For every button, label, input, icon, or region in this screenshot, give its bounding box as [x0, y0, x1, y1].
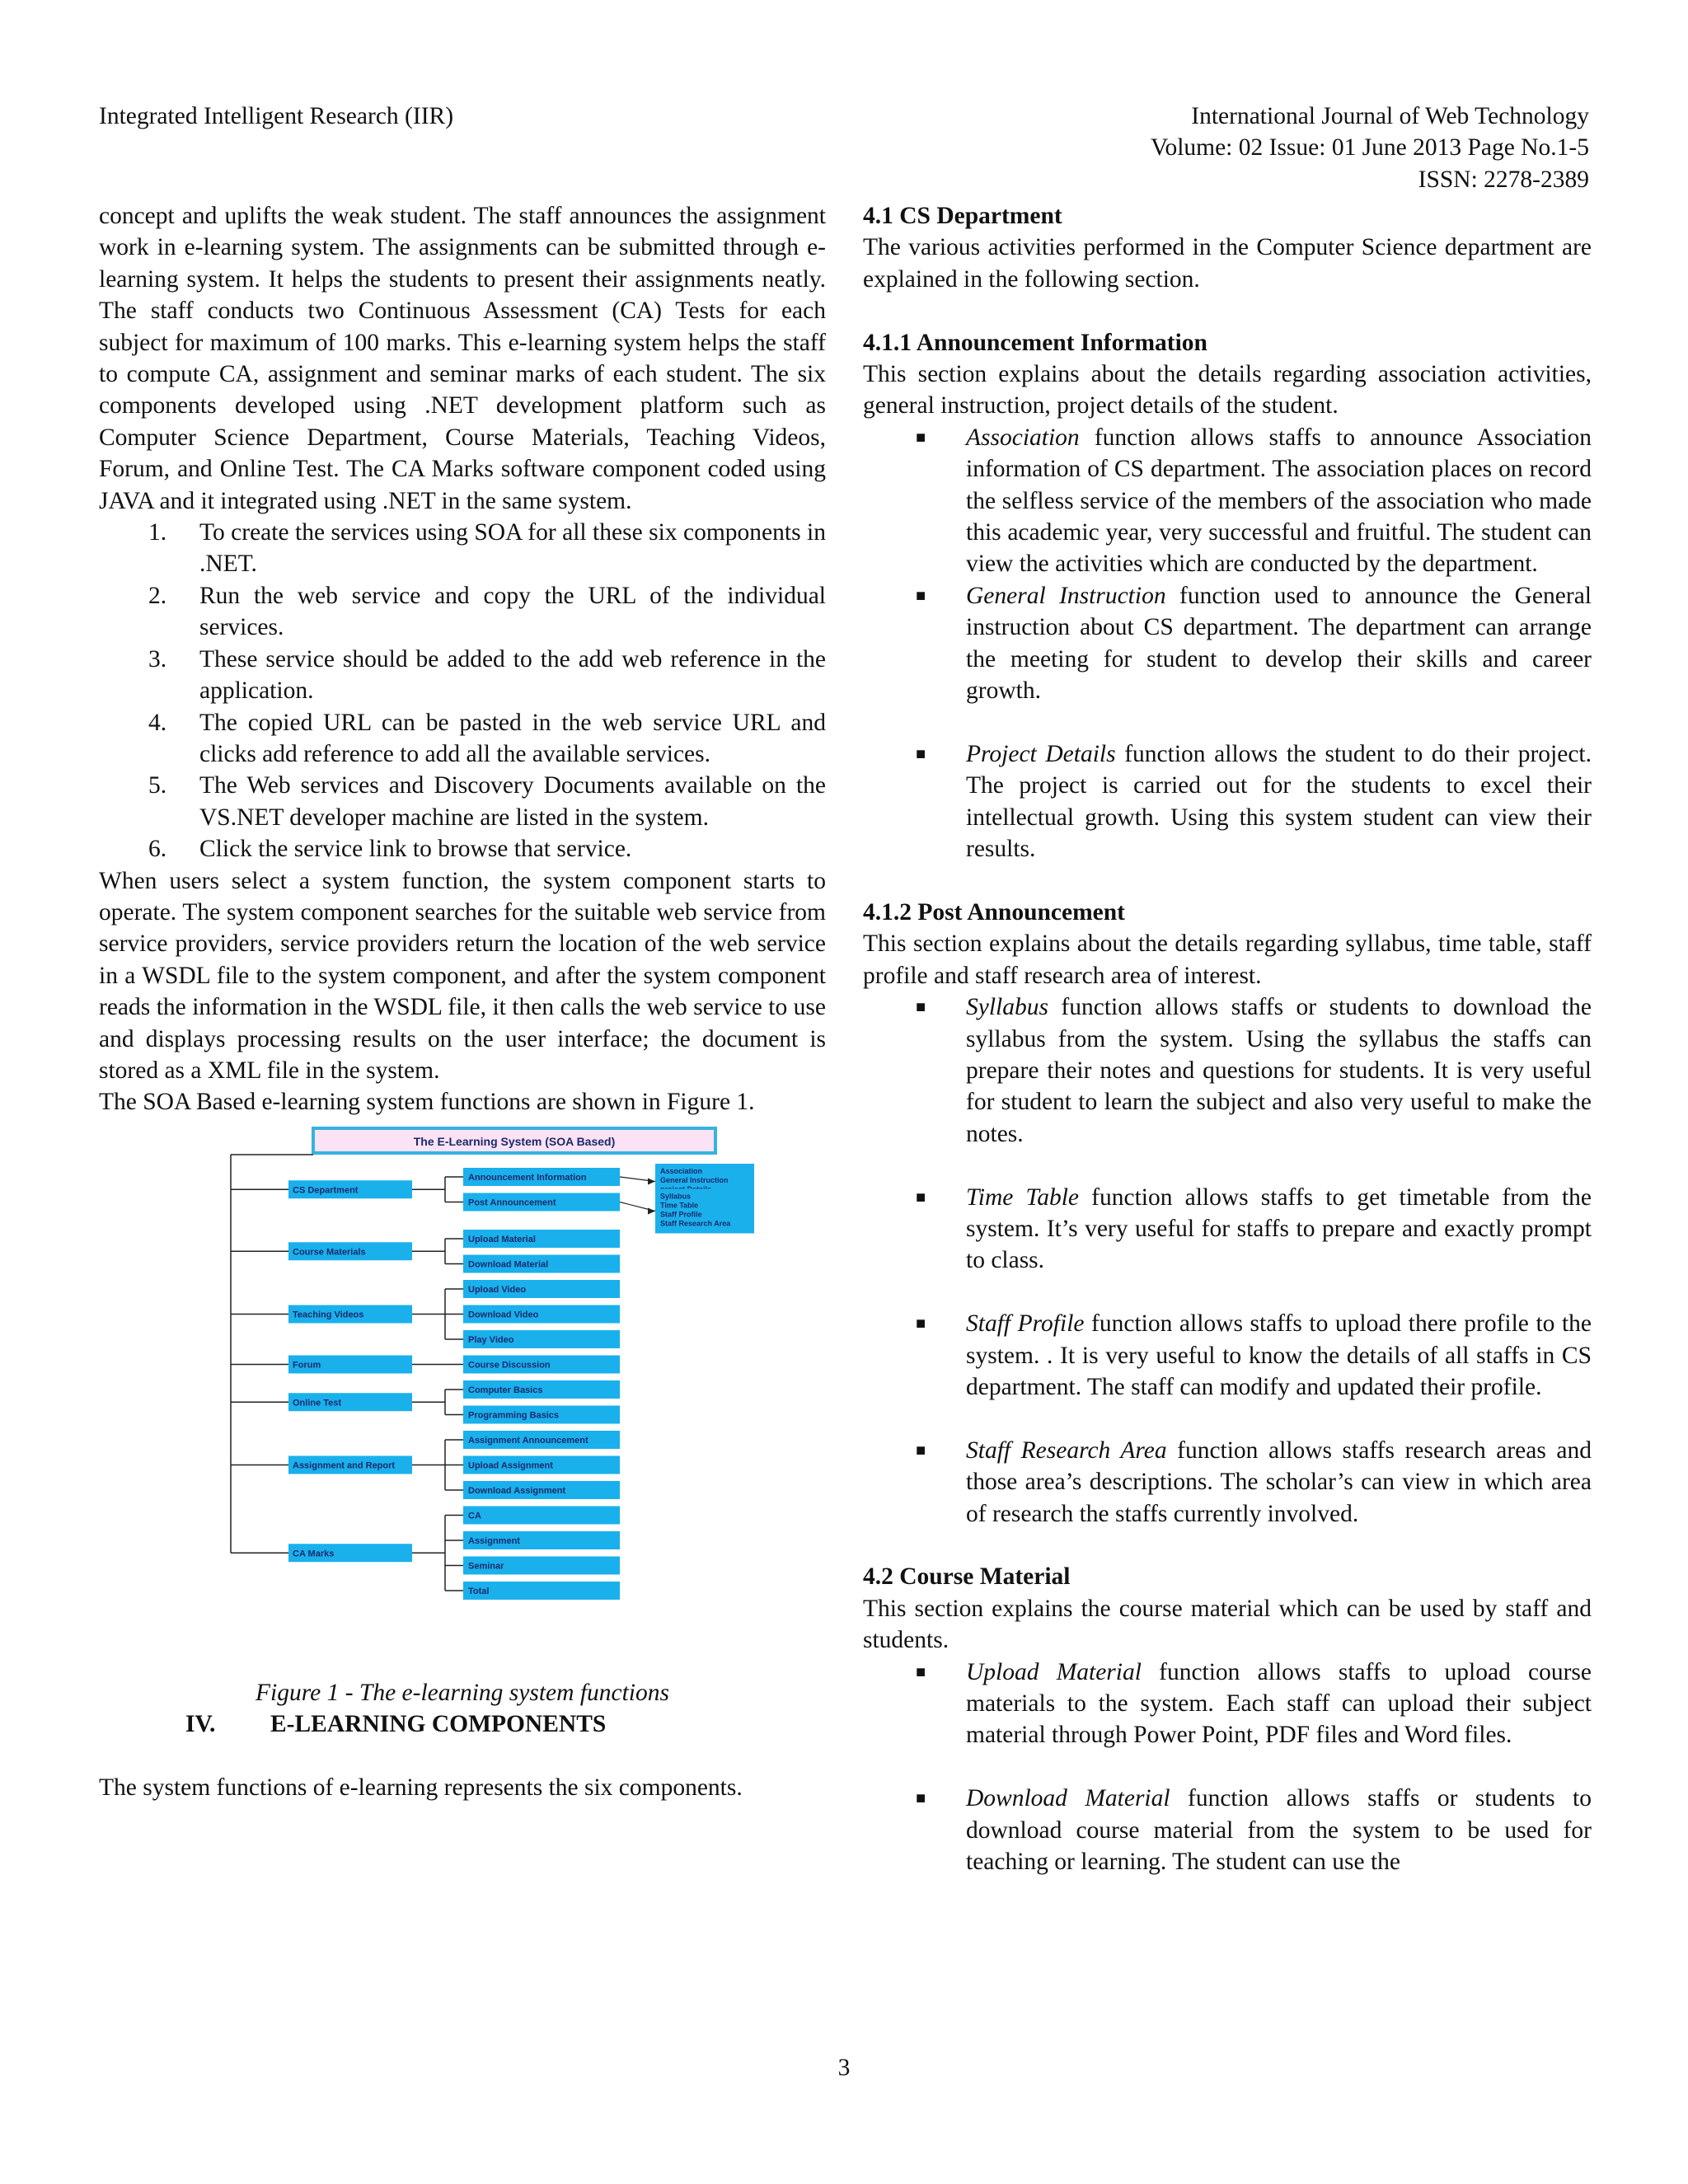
parent-node-label: Forum: [293, 1360, 321, 1371]
child-node-label: Computer Basics: [468, 1385, 543, 1395]
square-bullet-icon: ■: [916, 998, 926, 1017]
square-bullet-icon: ■: [916, 1789, 926, 1808]
arrow-head-icon: [648, 1207, 655, 1214]
list-item: ■ Syllabus function allows staffs or students to download the syllabus from the system. Using the syllabus the staffs can prepare their notes and questions for students. It is very useful for student to learn the subject and also very useful to make the notes.: [863, 991, 1592, 1150]
child-node-label: Upload Assignment: [468, 1460, 553, 1471]
square-bullet-icon: ■: [916, 428, 926, 447]
figure-reference-paragraph: The SOA Based e-learning system functions are shown in Figure 1.: [99, 1089, 755, 1116]
heading-4-1-1: 4.1.1 Announcement Information: [863, 329, 1207, 356]
parent-node-label: CA Marks: [293, 1549, 335, 1559]
right-column: [863, 200, 1592, 1877]
annotation-label: General Instruction: [660, 1175, 729, 1184]
list-item: 4. The copied URL can be pasted in the web service URL and clicks add reference to add all the available services.: [148, 709, 826, 767]
parent-node-label: Course Materials: [293, 1247, 366, 1258]
paragraph-4-1-1: This section explains about the details regarding association activities, general instruction, project details of the student.: [863, 361, 1592, 419]
parent-node-label: Online Test: [293, 1398, 342, 1408]
square-bullet-icon: ■: [916, 1662, 926, 1681]
child-node-label: Upload Material: [468, 1234, 536, 1244]
annotation-label: Syllabus: [660, 1192, 692, 1201]
volume-issue: Volume: 02 Issue: 01 June 2013 Page No.1-5: [1150, 134, 1589, 162]
section-heading: [99, 1708, 826, 1740]
child-node-label: Download Assignment: [468, 1485, 566, 1496]
paragraph-4-2: This section explains the course material which can be used by staff and students.: [863, 1595, 1592, 1654]
annotation-label: Staff Research Area: [660, 1219, 731, 1228]
square-bullet-icon: ■: [916, 586, 926, 605]
parent-node-label: Assignment and Report: [293, 1460, 396, 1471]
list-item: ■ Staff Profile function allows staffs to upload there profile to the system. . It is very useful to know the details of all staffs in CS department. The staff can modify and updated their profile.: [863, 1308, 1592, 1403]
child-node-label: Seminar: [468, 1561, 504, 1572]
components-paragraph: The system functions of e-learning represents the six components.: [99, 1774, 743, 1801]
child-node-label: Post Announcement: [468, 1197, 556, 1208]
child-node-label: Download Material: [468, 1259, 549, 1270]
square-bullet-icon: ■: [916, 1188, 926, 1207]
list-item: 5. The Web services and Discovery Documents available on the VS.NET developer machine are listed in the system.: [148, 772, 826, 831]
child-node-label: Course Discussion: [468, 1360, 551, 1371]
square-bullet-icon: ■: [916, 1315, 926, 1333]
section-title: E-LEARNING COMPONENTS: [270, 1711, 607, 1738]
child-node-box: [463, 1506, 620, 1524]
post-announcement-bullets: [863, 991, 1592, 1530]
child-node-label: Total: [468, 1586, 490, 1596]
figure-caption: Figure 1 - The e-learning system functions: [256, 1679, 669, 1706]
annotation-label: Association: [660, 1166, 703, 1175]
list-item: 2. Run the web service and copy the URL of the individual services.: [148, 582, 826, 641]
child-node-label: Assignment Announcement: [468, 1435, 588, 1446]
list-item: ■ Upload Material function allows staffs to upload course materials to the system. Each staff can upload their subject material through Power Point, PDF files and Word files.: [863, 1657, 1592, 1751]
list-item: ■ Project Details function allows the student to do their project. The project is carried out for the students to excel their intellectual growth. Using this system student can view their results.: [863, 738, 1592, 865]
list-item: ■ Association function allows staffs to announce Association information of CS department. The association places on record the selfless service of the members of the association who made this academic year, very successful and fruitful. The student can view the activities which are conducted by the department.: [863, 422, 1592, 580]
intro-paragraph: concept and uplifts the weak student. The staff announces the assignment work in e-learning system. The assignments can be submitted through e-learning system. It helps the students to present their assignments neatly. The staff conducts two Continuous Assessment (CA) Tests for each subject for maximum of 100 marks. This e-learning system helps the staff to compute CA, assignment and seminar marks of each student. The six components developed using .NET development platform such as Computer Science Department, Course Materials, Teaching Videos, Forum, and Online Test. The CA Marks software component coded using JAVA and it integrated using .NET in the same system.: [99, 203, 826, 514]
list-item: 1. To create the services using SOA for all these six components in .NET.: [148, 519, 826, 578]
list-item: 3. These service should be added to the add web reference in the application.: [148, 645, 826, 705]
list-item: ■ Time Table function allows staffs to get timetable from the system. It’s very useful for staffs to prepare and exactly prompt to class.: [863, 1182, 1592, 1277]
running-header-left: Integrated Intelligent Research (IIR): [99, 103, 454, 129]
arrow-head-icon: [648, 1178, 655, 1184]
page-number: 3: [837, 2055, 851, 2081]
annotation-label: Time Table: [660, 1201, 699, 1210]
figure-1-diagram: [223, 1127, 758, 1646]
left-column: [99, 200, 826, 1803]
figure-title: The E-Learning System (SOA Based): [413, 1134, 616, 1148]
list-item: ■ General Instruction function used to announce the General instruction about CS department. The department can arrange the meeting for student to develop their skills and career growth.: [863, 580, 1592, 707]
heading-4-1-2: 4.1.2 Post Announcement: [863, 898, 1125, 926]
paragraph-4-1-2: This section explains about the details regarding syllabus, time table, staff profile and staff research area of interest.: [863, 930, 1592, 989]
list-item: 6. Click the service link to browse that service.: [148, 836, 632, 863]
child-node-label: Programming Basics: [468, 1410, 560, 1421]
course-material-bullets: [863, 1657, 1592, 1878]
square-bullet-icon: ■: [916, 1441, 926, 1460]
child-node-label: CA: [468, 1511, 481, 1521]
issn: ISSN: 2278-2389: [1418, 166, 1589, 193]
announcement-bullets: [863, 422, 1592, 865]
child-node-label: Announcement Information: [468, 1172, 587, 1183]
section-number: IV.: [185, 1711, 216, 1738]
steps-list: [99, 517, 826, 865]
child-node-label: Assignment: [468, 1535, 520, 1546]
parent-node-label: Teaching Videos: [293, 1310, 364, 1320]
service-process-paragraph: When users select a system function, the system component starts to operate. The system component searches for the suitable web service from service providers, service providers return the location of the web service in a WSDL file to the system component, and after the system component reads the information in the WSDL file, it then calls the web service to use and displays processing results on the user interface; the document is stored as a XML file in the system.: [99, 867, 826, 1084]
child-node-label: Play Video: [468, 1334, 514, 1345]
annotation-label: Staff Profile: [660, 1210, 702, 1219]
heading-4-1: 4.1 CS Department: [863, 203, 1062, 229]
parent-node-label: CS Department: [293, 1185, 359, 1196]
heading-4-2: 4.2 Course Material: [863, 1563, 1071, 1591]
child-node-label: Download Video: [468, 1310, 539, 1320]
list-item: ■ Staff Research Area function allows staffs research areas and those area’s descriptions. The scholar’s can view in which area of research the staffs currently involved.: [863, 1435, 1592, 1530]
paragraph-4-1: The various activities performed in the Computer Science department are explained in the following section.: [863, 234, 1592, 293]
running-header-right: [847, 101, 1589, 195]
list-item: ■ Download Material function allows staffs or students to download course material from the system to be used for teaching or learning. The student can use the: [863, 1783, 1592, 1877]
square-bullet-icon: ■: [916, 744, 926, 763]
journal-name: International Journal of Web Technology: [1191, 103, 1589, 129]
child-node-label: Upload Video: [468, 1284, 527, 1295]
